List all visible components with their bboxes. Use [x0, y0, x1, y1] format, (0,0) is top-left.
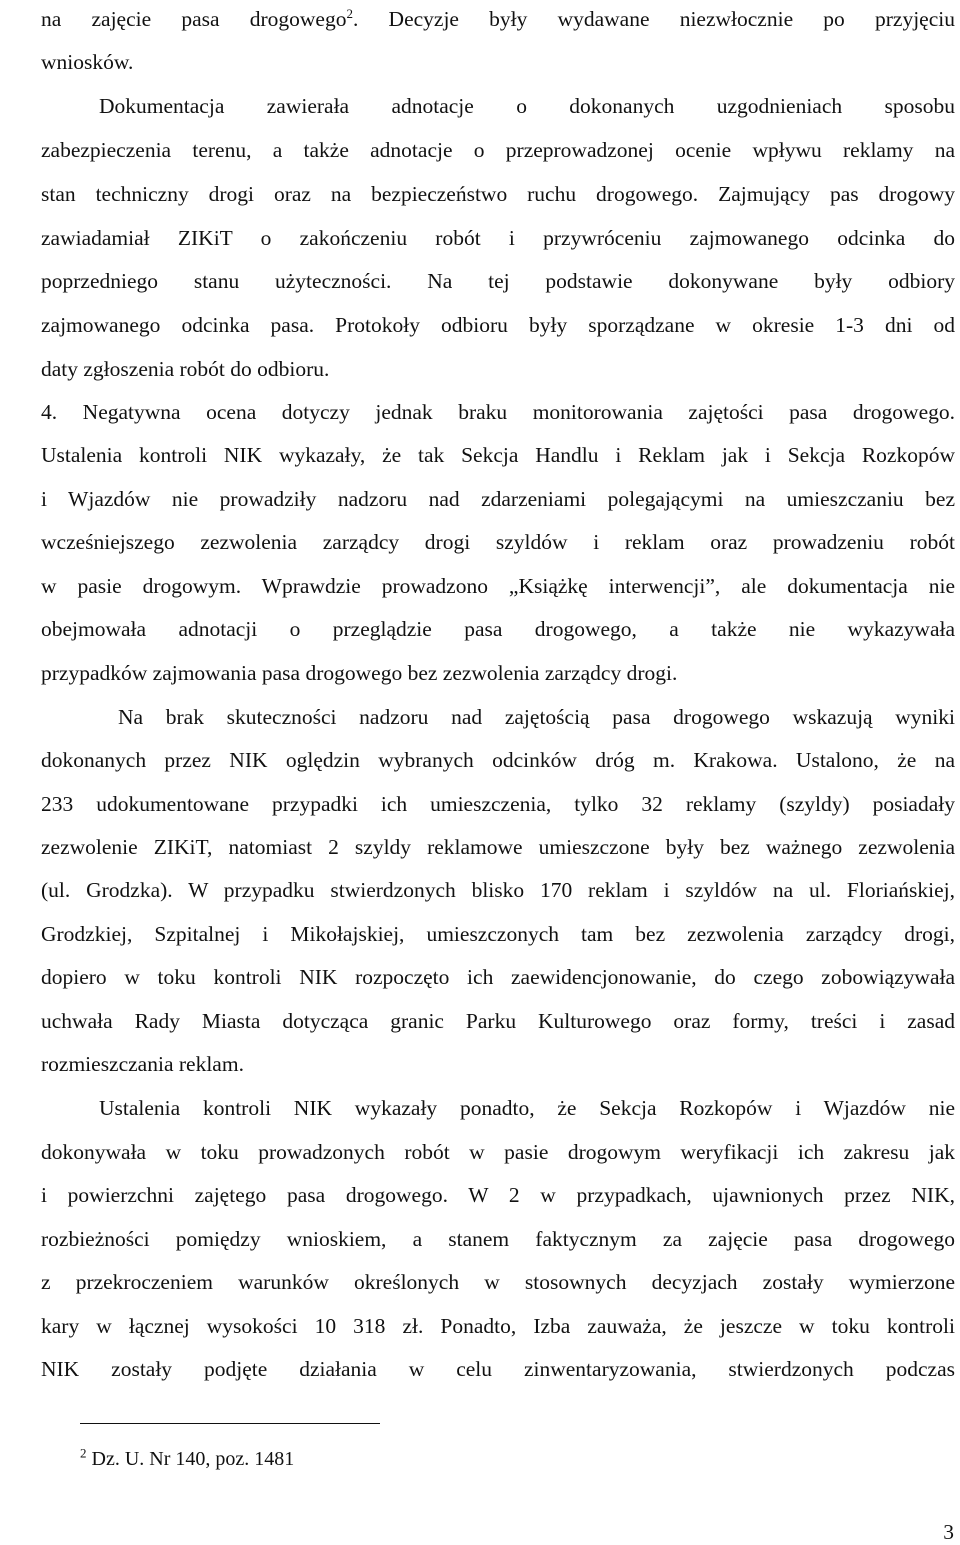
numbered-point-line: 4. Negatywna ocena dotyczy jednak braku monitorowania zajętości pasa drogowego.	[41, 400, 955, 424]
text-line: daty zgłoszenia robót do odbioru.	[41, 357, 330, 381]
text-line: z przekroczeniem warunków określonych w stosownych decyzjach zostały wymierzone	[41, 1270, 955, 1294]
text-line: dokonanych przez NIK oględzin wybranych odcinków dróg m. Krakowa. Ustalono, że na	[41, 748, 955, 772]
text-line: dokonywała w toku prowadzonych robót w pasie drogowym weryfikacji ich zakresu jak	[41, 1140, 955, 1164]
text-line: w pasie drogowym. Wprawdzie prowadzono „Książkę interwencji”, ale dokumentacja nie	[41, 574, 955, 598]
text-line: zajmowanego odcinka pasa. Protokoły odbioru były sporządzane w okresie 1-3 dni od	[41, 313, 955, 337]
text-line: rozbieżności pomiędzy wnioskiem, a stanem faktycznym za zajęcie pasa drogowego	[41, 1227, 955, 1251]
text-line: poprzedniego stanu użyteczności. Na tej podstawie dokonywane były odbiory	[41, 269, 955, 293]
text-line: zabezpieczenia terenu, a także adnotacje o przeprowadzonej ocenie wpływu reklamy na	[41, 138, 955, 162]
footnote-text: Dz. U. Nr 140, poz. 1481	[86, 1448, 295, 1470]
text-line: i Wjazdów nie prowadziły nadzoru nad zdarzeniami polegającymi na umieszczaniu bez	[41, 487, 955, 511]
footnote-separator	[80, 1423, 380, 1424]
text-line: Ustalenia kontroli NIK wykazały, że tak Sekcja Handlu i Reklam jak i Sekcja Rozkopów	[41, 443, 955, 467]
text-line: rozmieszczania reklam.	[41, 1052, 244, 1076]
text-line: stan techniczny drogi oraz na bezpieczeństwo ruchu drogowego. Zajmujący pas drogowy	[41, 182, 955, 206]
text-line: Grodzkiej, Szpitalnej i Mikołajskiej, umieszczonych tam bez zezwolenia zarządcy drogi,	[41, 922, 955, 946]
text-line: 233 udokumentowane przypadki ich umieszczenia, tylko 32 reklamy (szyldy) posiadały	[41, 792, 955, 816]
paragraph-start-line: Ustalenia kontroli NIK wykazały ponadto, że Sekcja Rozkopów i Wjazdów nie	[99, 1096, 955, 1120]
text-line: i powierzchni zajętego pasa drogowego. W 2 w przypadkach, ujawnionych przez NIK,	[41, 1183, 955, 1207]
text-line: obejmowała adnotacji o przeglądzie pasa drogowego, a także nie wykazywała	[41, 617, 955, 641]
footnote-reference[interactable]: 2	[346, 5, 353, 21]
text-line: (ul. Grodzka). W przypadku stwierdzonych blisko 170 reklam i szyldów na ul. Floriańskiej,	[41, 878, 955, 902]
text-line: przypadków zajmowania pasa drogowego bez zezwolenia zarządcy drogi.	[41, 661, 678, 685]
footnote-marker: 2	[80, 1445, 87, 1461]
footnote	[80, 1446, 294, 1472]
text-line: uchwała Rady Miasta dotycząca granic Parku Kulturowego oraz formy, treści i zasad	[41, 1009, 955, 1033]
text-line: NIK zostały podjęte działania w celu zinwentaryzowania, stwierdzonych podczas	[41, 1357, 955, 1381]
text-line: zawiadamiał ZIKiT o zakończeniu robót i przywróceniu zajmowanego odcinka do	[41, 226, 955, 250]
text-line: zezwolenie ZIKiT, natomiast 2 szyldy reklamowe umieszczone były bez ważnego zezwolenia	[41, 835, 955, 859]
line-text: na zajęcie pasa drogowego	[41, 7, 347, 31]
paragraph-start-line: Dokumentacja zawierała adnotacje o dokonanych uzgodnieniach sposobu	[99, 94, 955, 118]
line-text: . Decyzje były wydawane niezwłocznie po przyjęciu	[352, 7, 955, 31]
text-line: wcześniejszego zezwolenia zarządcy drogi szyldów i reklam oraz prowadzeniu robót	[41, 530, 955, 554]
text-line: dopiero w toku kontroli NIK rozpoczęto ich zaewidencjonowanie, do czego zobowiązywała	[41, 965, 955, 989]
text-line: kary w łącznej wysokości 10 318 zł. Ponadto, Izba zauważa, że jeszcze w toku kontroli	[41, 1314, 955, 1338]
page-number: 3	[943, 1520, 954, 1544]
text-line	[41, 5, 955, 33]
text-line: wniosków.	[41, 50, 134, 74]
paragraph-start-line: Na brak skuteczności nadzoru nad zajętością pasa drogowego wskazują wyniki	[118, 705, 955, 729]
